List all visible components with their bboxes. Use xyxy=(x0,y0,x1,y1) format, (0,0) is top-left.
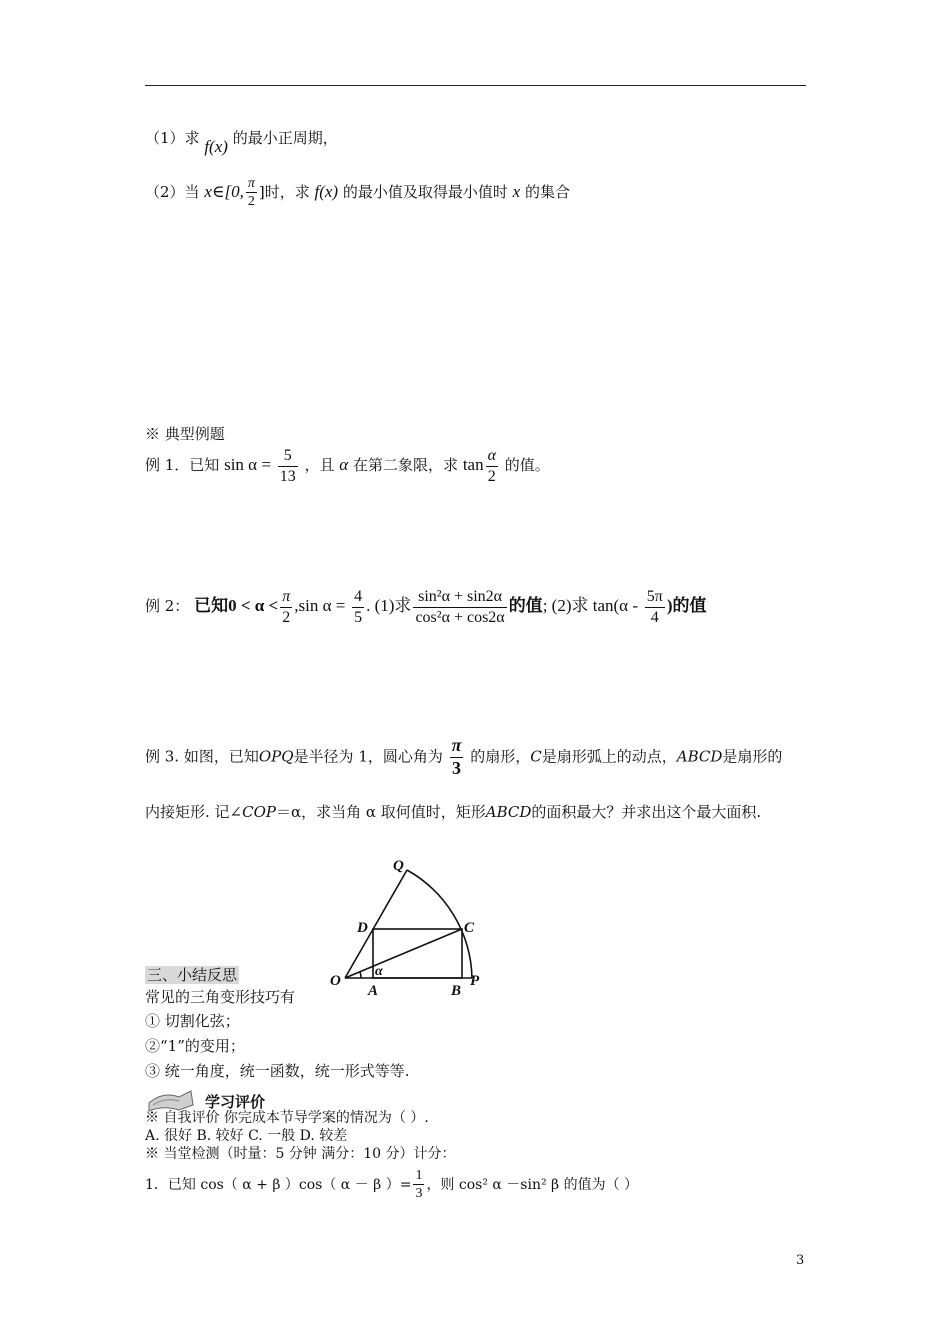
label-p: P xyxy=(470,973,480,989)
label-b: B xyxy=(451,983,462,999)
question-part-1: （1）求 f(x) 的最小正周期， xyxy=(145,129,338,156)
label-o: O xyxy=(330,973,341,989)
in-class-test: ※ 当堂检测（时量：5 分钟 满分：10 分）计分： xyxy=(145,1146,456,1162)
label-c: C xyxy=(464,920,475,936)
example-3-line-1: 例 3. 如图，已知OPQ是半径为 1，圆心角为 $\frac{\pi}{3}$ 的扇形，C是扇形弧上的动点，ABCD是扇形的 xyxy=(145,735,783,778)
header-rule xyxy=(145,85,806,86)
eval-title: 学习评价 xyxy=(205,1093,266,1111)
evaluation-options: A. 很好 B. 较好 C. 一般 D. 较差 xyxy=(145,1128,348,1144)
section-summary: 三、小结反思 xyxy=(147,966,238,984)
sector-rectangle-figure xyxy=(325,850,495,1000)
example-1: 例 1．已知 sin α = $\frac{5}{13}$ ，且 α 在第二象限，求 tan $\frac{\alpha}{2}$ 的值。 xyxy=(145,447,550,485)
label-q: Q xyxy=(393,858,404,874)
section-typical-examples: ※ 典型例题 xyxy=(145,425,225,443)
example-3-line-2: 内接矩形. 记∠COP＝α，求当角 α 取何值时，矩形ABCD的面积最大？并求出这个最大面积. xyxy=(145,803,762,821)
book-icon xyxy=(145,1083,197,1113)
label-d: D xyxy=(357,920,368,936)
label-a: A xyxy=(368,983,379,999)
summary-title: 常见的三角变形技巧有 xyxy=(145,988,296,1006)
self-evaluation: ※ 自我评价 你完成本节导学案的情况为（ ）. xyxy=(145,1110,429,1126)
example-2: 例 2： 已知0 < α < $\frac{\pi}{2}$ ,sin α = $\frac{4}{5}$ . (1)求 $\frac{\text{sin²α + sin2α}}{\text{cos²α + cos2α}}$ 的值; (2)求 tan(α - $\frac{5\pi}{4}$ )的值 xyxy=(145,588,707,626)
tip-1: ① 切割化弦； xyxy=(145,1012,240,1030)
tip-2: ②“1”的变用； xyxy=(145,1037,245,1055)
test-question-1: 1．已知 cos（ α + β ）cos（ α － β ）= $\frac{1}{3}$ ，则 cos² α －sin² β 的值为（ ） xyxy=(145,1168,639,1202)
label-alpha: α xyxy=(375,964,383,979)
tip-3: ③ 统一角度，统一函数，统一形式等等. xyxy=(145,1062,410,1080)
question-part-2: （2）当 x∈[0, $\frac{\pi}{2}$ ]时，求 f(x) 的最小值及取得最小值时 x 的集合 xyxy=(145,176,570,210)
page-number: 3 xyxy=(796,1253,805,1268)
